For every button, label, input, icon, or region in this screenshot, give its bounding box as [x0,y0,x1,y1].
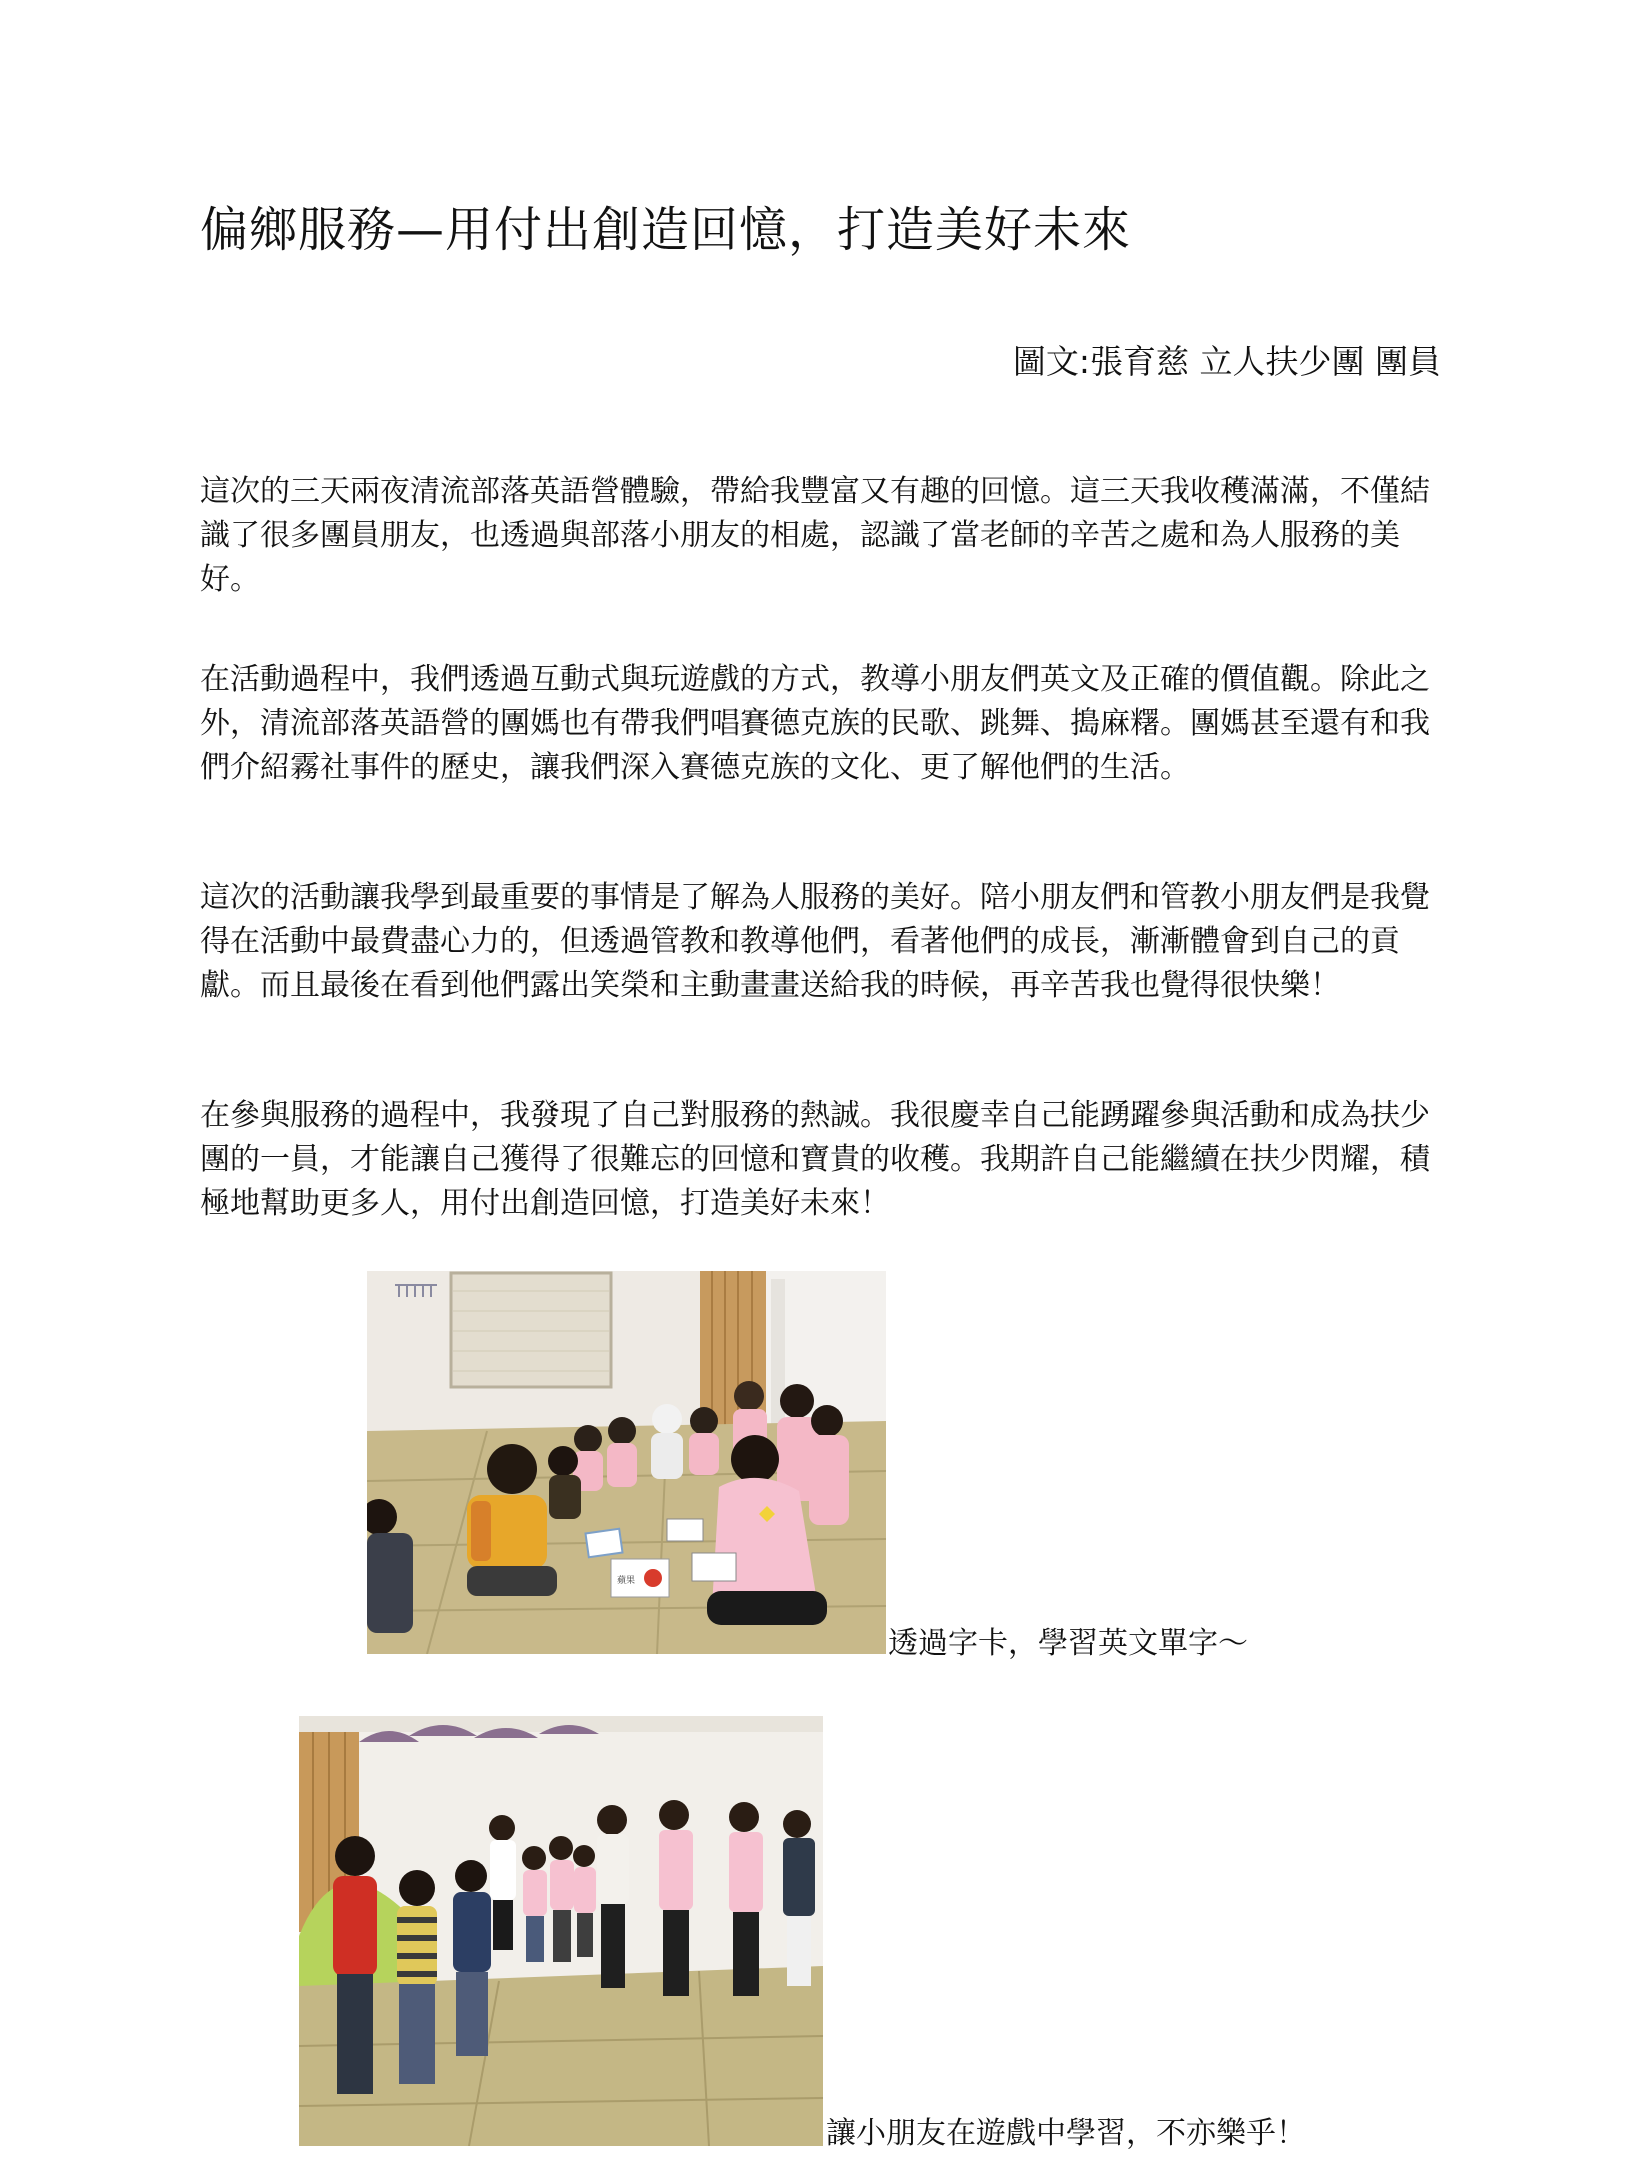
photo-game-time [299,1716,823,2146]
card-text: 蘋果 [617,1576,636,1586]
paragraph-4: 在參與服務的過程中，我發現了自己對服務的熱誠。我很慶幸自己能踴躍參與活動和成為扶少團的一員，才能讓自己獲得了很難忘的回憶和寶貴的收穫。我期許自己能繼續在扶少閃耀，積極地幫助更多人，用付出創造回憶，打造美好未來！ [200,1098,1430,1221]
paragraph-2: 在活動過程中，我們透過互動式與玩遊戲的方式，教導小朋友們英文及正確的價值觀。除此之外，清流部落英語營的團媽也有帶我們唱賽德克族的民歌、跳舞、搗麻糬。團媽甚至還有和我們介紹霧社事件的歷史，讓我們深入賽德克族的文化、更了解他們的生活。 [200,662,1430,785]
paragraph-1: 這次的三天兩夜清流部落英語營體驗，帶給我豐富又有趣的回憶。這三天我收穫滿滿，不僅結識了很多團員朋友，也透過與部落小朋友的相處，認識了當老師的辛苦之處和為人服務的美好。 [200,474,1430,597]
photo-caption-1: 透過字卡，學習英文單字～ [888,1626,1248,1661]
photo-word-cards [367,1271,886,1654]
article-byline: 圖文:張育慈 立人扶少團 團員 [1012,342,1441,381]
article-title: 偏鄉服務—用付出創造回憶，打造美好未來 [200,202,1132,258]
paragraph-3: 這次的活動讓我學到最重要的事情是了解為人服務的美好。陪小朋友們和管教小朋友們是我覺得在活動中最費盡心力的，但透過管教和教導他們，看著他們的成長，漸漸體會到自己的貢獻。而且最後在看到他們露出笑榮和主動畫畫送給我的時候，再辛苦我也覺得很快樂！ [200,880,1430,1003]
photo-caption-2: 讓小朋友在遊戲中學習，不亦樂乎！ [826,2116,1306,2151]
